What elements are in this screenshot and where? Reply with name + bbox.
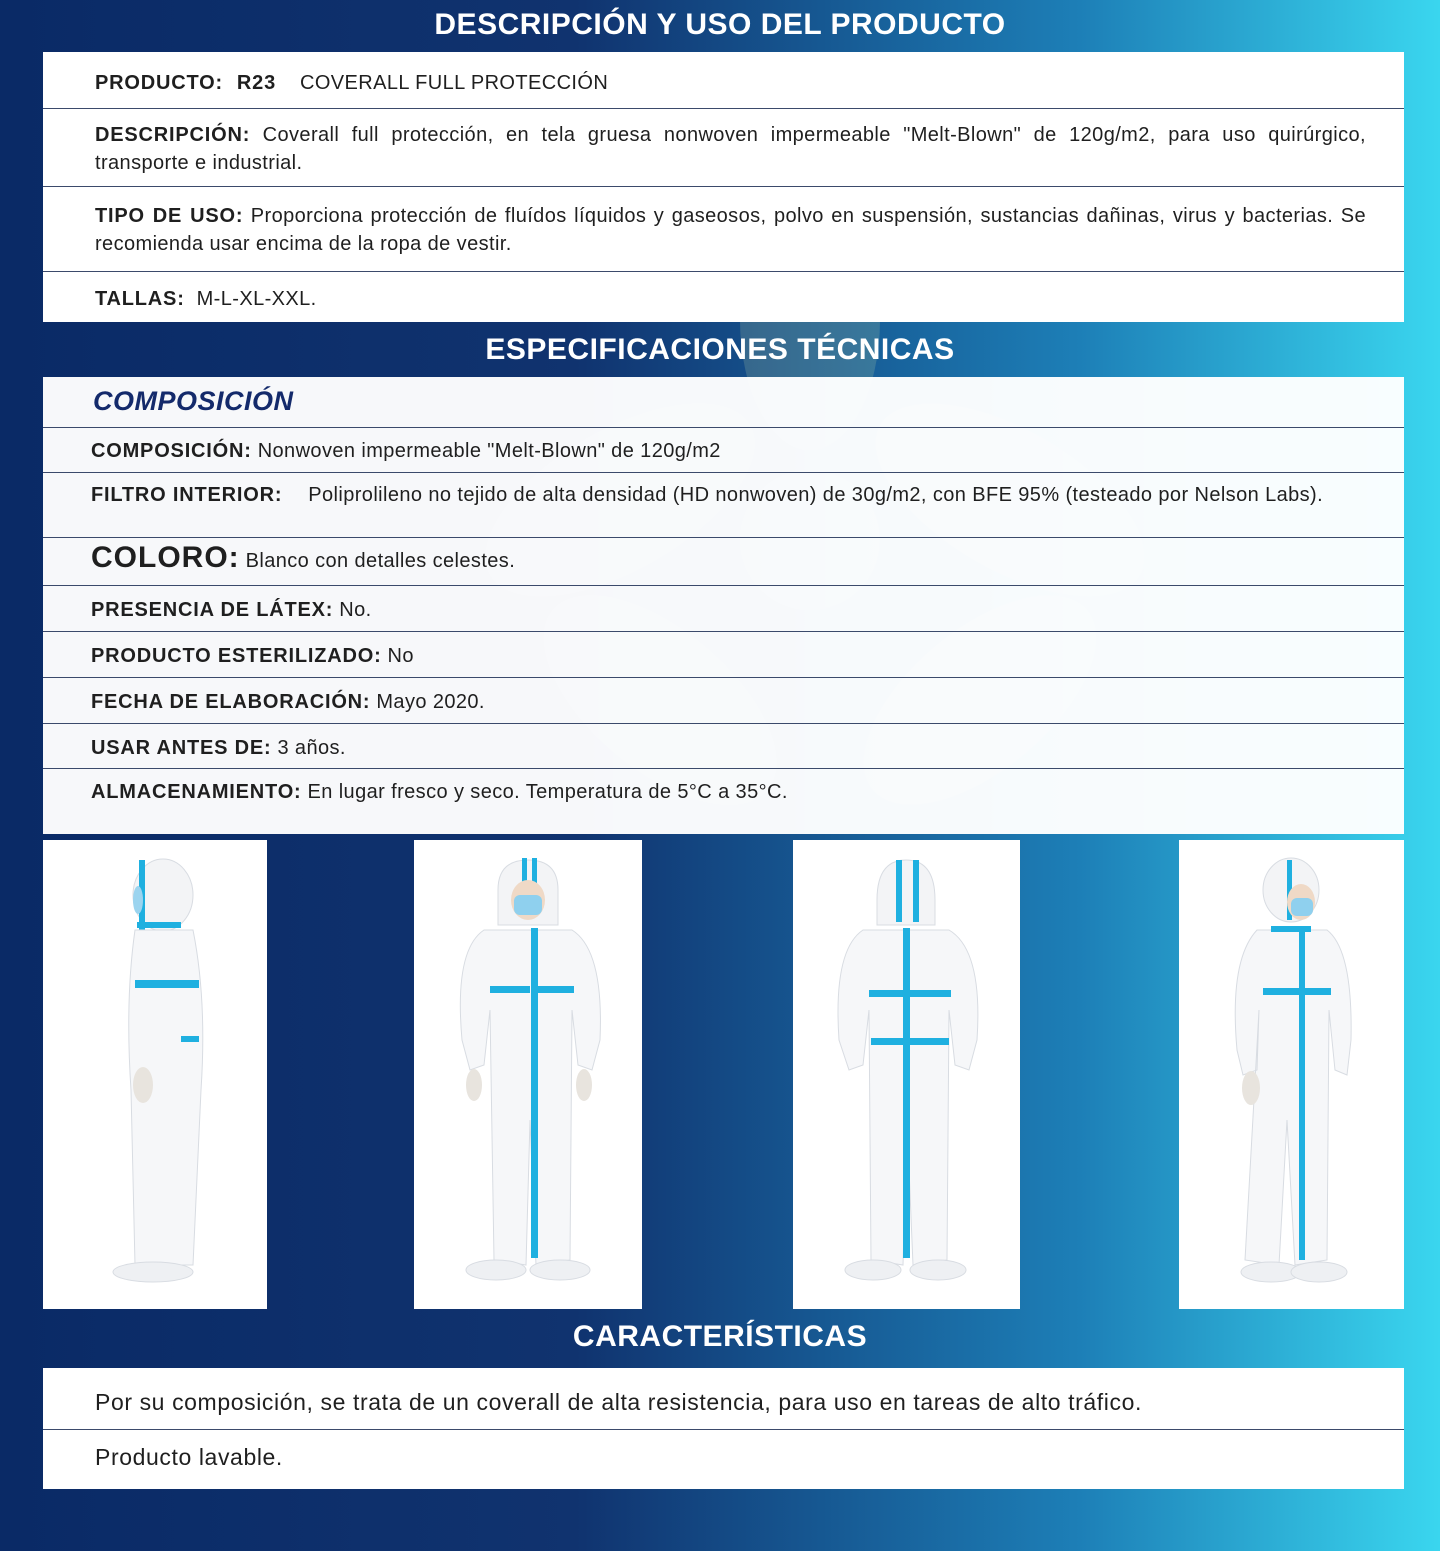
usage-label: TIPO DE USO: bbox=[95, 205, 244, 227]
product-row bbox=[43, 52, 1404, 109]
composition-label: COMPOSICIÓN: bbox=[91, 440, 252, 462]
description-section-title: DESCRIPCIÓN Y USO DEL PRODUCTO bbox=[434, 8, 1006, 41]
coverall-three-quarter-figure bbox=[1235, 858, 1351, 1282]
coverall-side-figure bbox=[113, 859, 203, 1282]
description-label: DESCRIPCIÓN: bbox=[95, 124, 251, 146]
latex-text: No. bbox=[339, 599, 372, 621]
color-row bbox=[43, 538, 1404, 586]
specs-section-title: ESPECIFICACIONES TÉCNICAS bbox=[485, 333, 955, 366]
usage-row bbox=[43, 187, 1404, 272]
coverall-photo-back bbox=[793, 840, 1020, 1309]
coverall-photo-three-quarter bbox=[1179, 840, 1404, 1309]
features-panel bbox=[43, 1368, 1404, 1489]
description-panel bbox=[43, 52, 1404, 322]
latex-label: PRESENCIA DE LÁTEX: bbox=[91, 599, 334, 621]
storage-row bbox=[43, 769, 1404, 834]
latex-row bbox=[43, 586, 1404, 632]
date-label: FECHA DE ELABORACIÓN: bbox=[91, 691, 371, 713]
storage-label: ALMACENAMIENTO: bbox=[91, 781, 302, 803]
storage-text: En lugar fresco y seco. Temperatura de 5°C a 35°C. bbox=[307, 781, 788, 803]
coverall-front-figure bbox=[460, 858, 600, 1280]
feature-text-washable: Producto lavable. bbox=[95, 1444, 283, 1470]
date-text: Mayo 2020. bbox=[376, 691, 485, 713]
composition-text: Nonwoven impermeable "Melt-Blown" de 120g/m2 bbox=[257, 440, 721, 462]
coverall-back-figure bbox=[838, 860, 978, 1280]
usage-text: Proporciona protección de fluídos líquidos y gaseosos, polvo en suspensión, sustancias dañinas, virus y bacterias. Se recomienda usar encima de la ropa de vestir. bbox=[95, 205, 1366, 255]
product-name: COVERALL FULL PROTECCIÓN bbox=[299, 72, 609, 94]
description-text: Coverall full protección, en tela gruesa nonwoven impermeable "Melt-Blown" de 120g/m2, para uso quirúrgico, transporte e industrial. bbox=[95, 124, 1366, 174]
feature-item-resistance bbox=[43, 1368, 1404, 1430]
filter-label: FILTRO INTERIOR: bbox=[91, 484, 283, 506]
product-code: R23 bbox=[236, 72, 277, 94]
color-label: COLORO: bbox=[91, 541, 240, 574]
date-row bbox=[43, 678, 1404, 724]
expiry-text: 3 años. bbox=[277, 737, 346, 759]
coverall-photo-front bbox=[414, 840, 642, 1309]
composition-heading-row bbox=[43, 377, 1404, 428]
filter-text: Poliprolileno no tejido de alta densidad (HD nonwoven) de 30g/m2, con BFE 95% (testeado por Nelson Labs). bbox=[308, 484, 1324, 506]
composition-row bbox=[43, 428, 1404, 473]
sizes-row bbox=[43, 272, 1404, 322]
expiry-row bbox=[43, 724, 1404, 769]
feature-item-washable bbox=[43, 1430, 1404, 1489]
features-section-title: CARACTERÍSTICAS bbox=[572, 1320, 868, 1353]
sizes-label: TALLAS: bbox=[95, 288, 185, 310]
sterile-row bbox=[43, 632, 1404, 678]
sterile-label: PRODUCTO ESTERILIZADO: bbox=[91, 645, 382, 667]
coverall-photo-side bbox=[43, 840, 267, 1309]
sizes-text: M-L-XL-XXL. bbox=[196, 288, 317, 310]
color-text: Blanco con detalles celestes. bbox=[245, 550, 516, 572]
description-row bbox=[43, 109, 1404, 187]
composition-subheading: COMPOSICIÓN bbox=[93, 386, 294, 416]
sterile-text: No bbox=[387, 645, 414, 667]
specs-panel bbox=[43, 377, 1404, 834]
product-label: PRODUCTO: bbox=[95, 72, 223, 94]
filter-row bbox=[43, 473, 1404, 538]
feature-text-resistance: Por su composición, se trata de un coverall de alta resistencia, para uso en tareas de alto tráfico. bbox=[95, 1389, 1142, 1415]
expiry-label: USAR ANTES DE: bbox=[91, 737, 272, 759]
